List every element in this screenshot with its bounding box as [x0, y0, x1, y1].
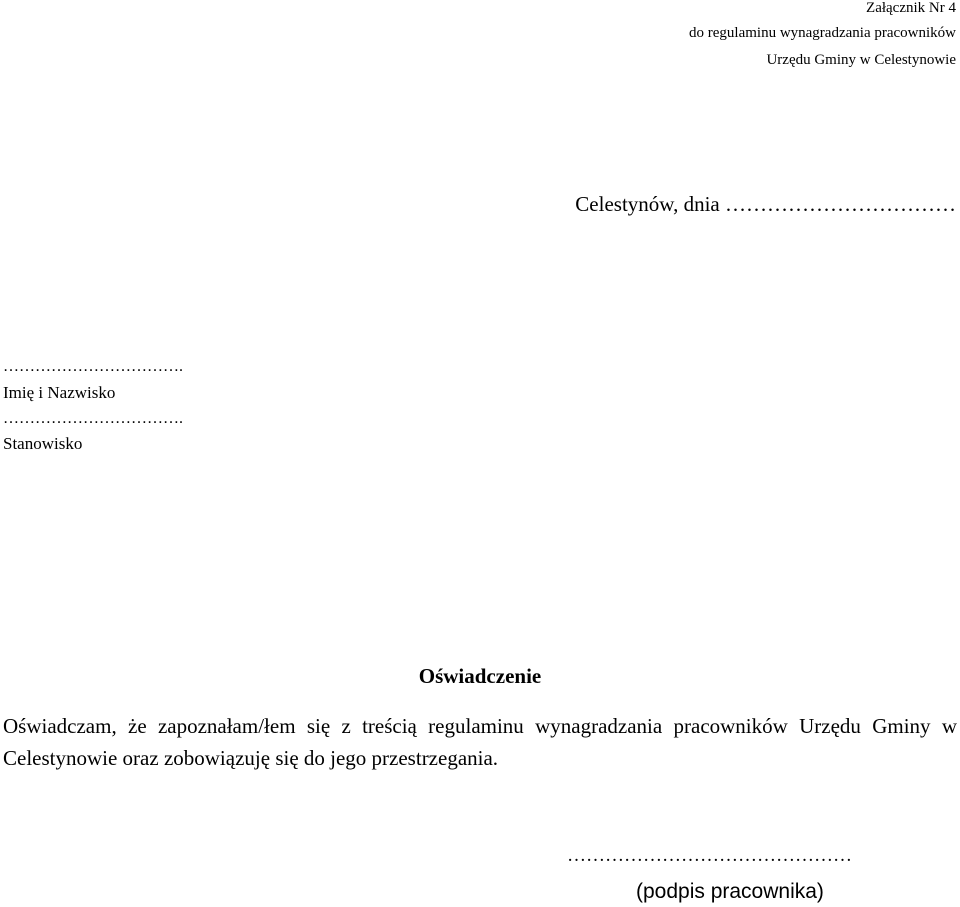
position-label: Stanowisko: [3, 434, 83, 453]
position-fill-line: …………………………….: [3, 410, 183, 427]
signature-fill-line: ………………………………………: [567, 845, 852, 866]
name-label: Imię i Nazwisko: [3, 383, 116, 402]
name-fill-line: …………………………….: [3, 358, 183, 375]
signature-label: (podpis pracownika): [636, 880, 824, 903]
place-date-line: Celestynów, dnia ……………………………: [575, 192, 956, 216]
declaration-body: Oświadczam, że zapoznałam/łem się z treścią regulaminu wynagradzania pracowników Urzędu Gminy w Celestynowie oraz zobowiązuję się do jego przestrzegania.: [3, 714, 957, 770]
annex-regulation-reference: do regulaminu wynagradzania pracowników: [689, 25, 956, 41]
annex-office-name: Urzędu Gminy w Celestynowie: [766, 52, 956, 68]
annex-title: Załącznik Nr 4: [866, 0, 956, 16]
declaration-heading: Oświadczenie: [418, 664, 542, 688]
